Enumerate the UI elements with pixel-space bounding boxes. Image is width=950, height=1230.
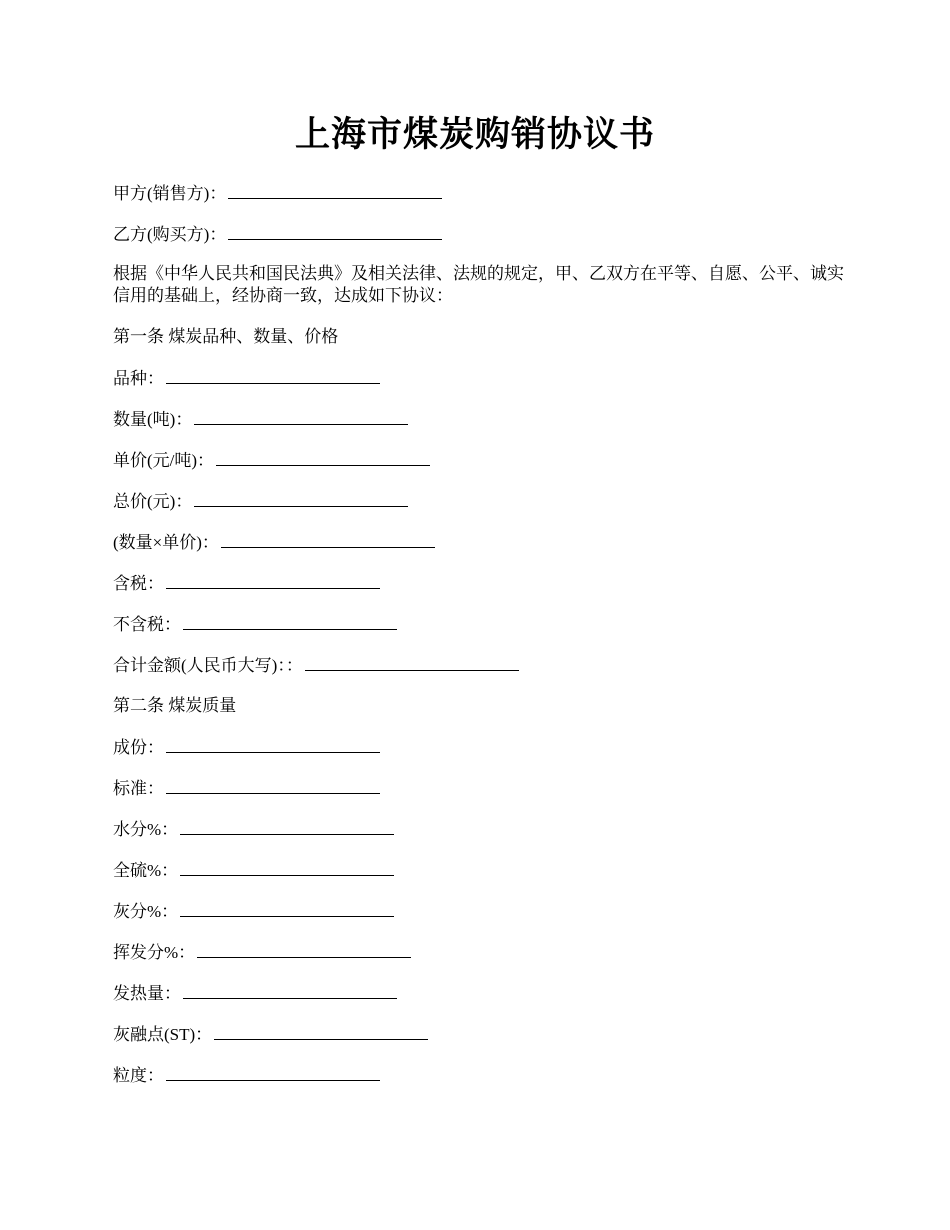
document-title: 上海市煤炭购销协议书 [294, 115, 655, 154]
field-blank [166, 733, 380, 753]
field-label: 发热量： [113, 984, 181, 1003]
field-label: 单价(元/吨)： [113, 451, 215, 470]
field-line [113, 815, 845, 856]
party-b-blank [228, 220, 442, 240]
field-line [113, 856, 845, 897]
document-body [113, 179, 845, 1102]
field-blank [180, 815, 394, 835]
field-label: 成份： [113, 738, 164, 757]
field-line [113, 405, 845, 446]
field-line [113, 528, 845, 569]
field-line [113, 487, 845, 528]
field-blank [183, 610, 397, 630]
field-blank [305, 651, 519, 671]
field-label: 合计金额(人民币大写)：： [113, 656, 303, 675]
field-label: 总价(元)： [113, 492, 193, 511]
field-label: 品种： [113, 369, 164, 388]
field-label: 含税： [113, 574, 164, 593]
field-label: 水分%： [113, 820, 179, 839]
field-blank [194, 405, 408, 425]
field-line [113, 610, 845, 651]
field-blank [180, 897, 394, 917]
field-line [113, 733, 845, 774]
field-label: 不含税： [113, 615, 181, 634]
field-line [113, 979, 845, 1020]
field-blank [221, 528, 435, 548]
field-blank [166, 364, 380, 384]
field-line [113, 897, 845, 938]
field-line [113, 651, 845, 692]
field-line [113, 1020, 845, 1061]
party-a-line [113, 179, 845, 220]
field-blank [214, 1020, 428, 1040]
field-blank [183, 979, 397, 999]
preamble-paragraph: 根据《中华人民共和国民法典》及相关法律、法规的规定，甲、乙双方在平等、自愿、公平、诚实信用的基础上，经协商一致，达成如下协议： [113, 264, 844, 305]
field-label: 数量(吨)： [113, 410, 193, 429]
party-b-line [113, 220, 845, 261]
field-label: 挥发分%： [113, 943, 196, 962]
field-line [113, 1061, 845, 1102]
field-label: 灰融点(ST)： [113, 1025, 213, 1044]
field-line [113, 774, 845, 815]
field-label: (数量×单价)： [113, 533, 219, 552]
field-line [113, 364, 845, 405]
field-blank [180, 856, 394, 876]
field-blank [216, 446, 430, 466]
field-blank [197, 938, 411, 958]
field-label: 全硫%： [113, 861, 179, 880]
party-a-blank [228, 179, 442, 199]
field-label: 灰分%： [113, 902, 179, 921]
field-line [113, 569, 845, 610]
field-blank [166, 1061, 380, 1081]
field-label: 标准： [113, 779, 164, 798]
party-b-label: 乙方(购买方)： [113, 225, 227, 244]
article2-heading: 第二条 煤炭质量 [113, 696, 237, 715]
field-label: 粒度： [113, 1066, 164, 1085]
field-blank [166, 569, 380, 589]
field-line [113, 446, 845, 487]
field-line [113, 938, 845, 979]
party-a-label: 甲方(销售方)： [113, 184, 227, 203]
article1-heading: 第一条 煤炭品种、数量、价格 [113, 327, 339, 346]
field-blank [166, 774, 380, 794]
field-blank [194, 487, 408, 507]
